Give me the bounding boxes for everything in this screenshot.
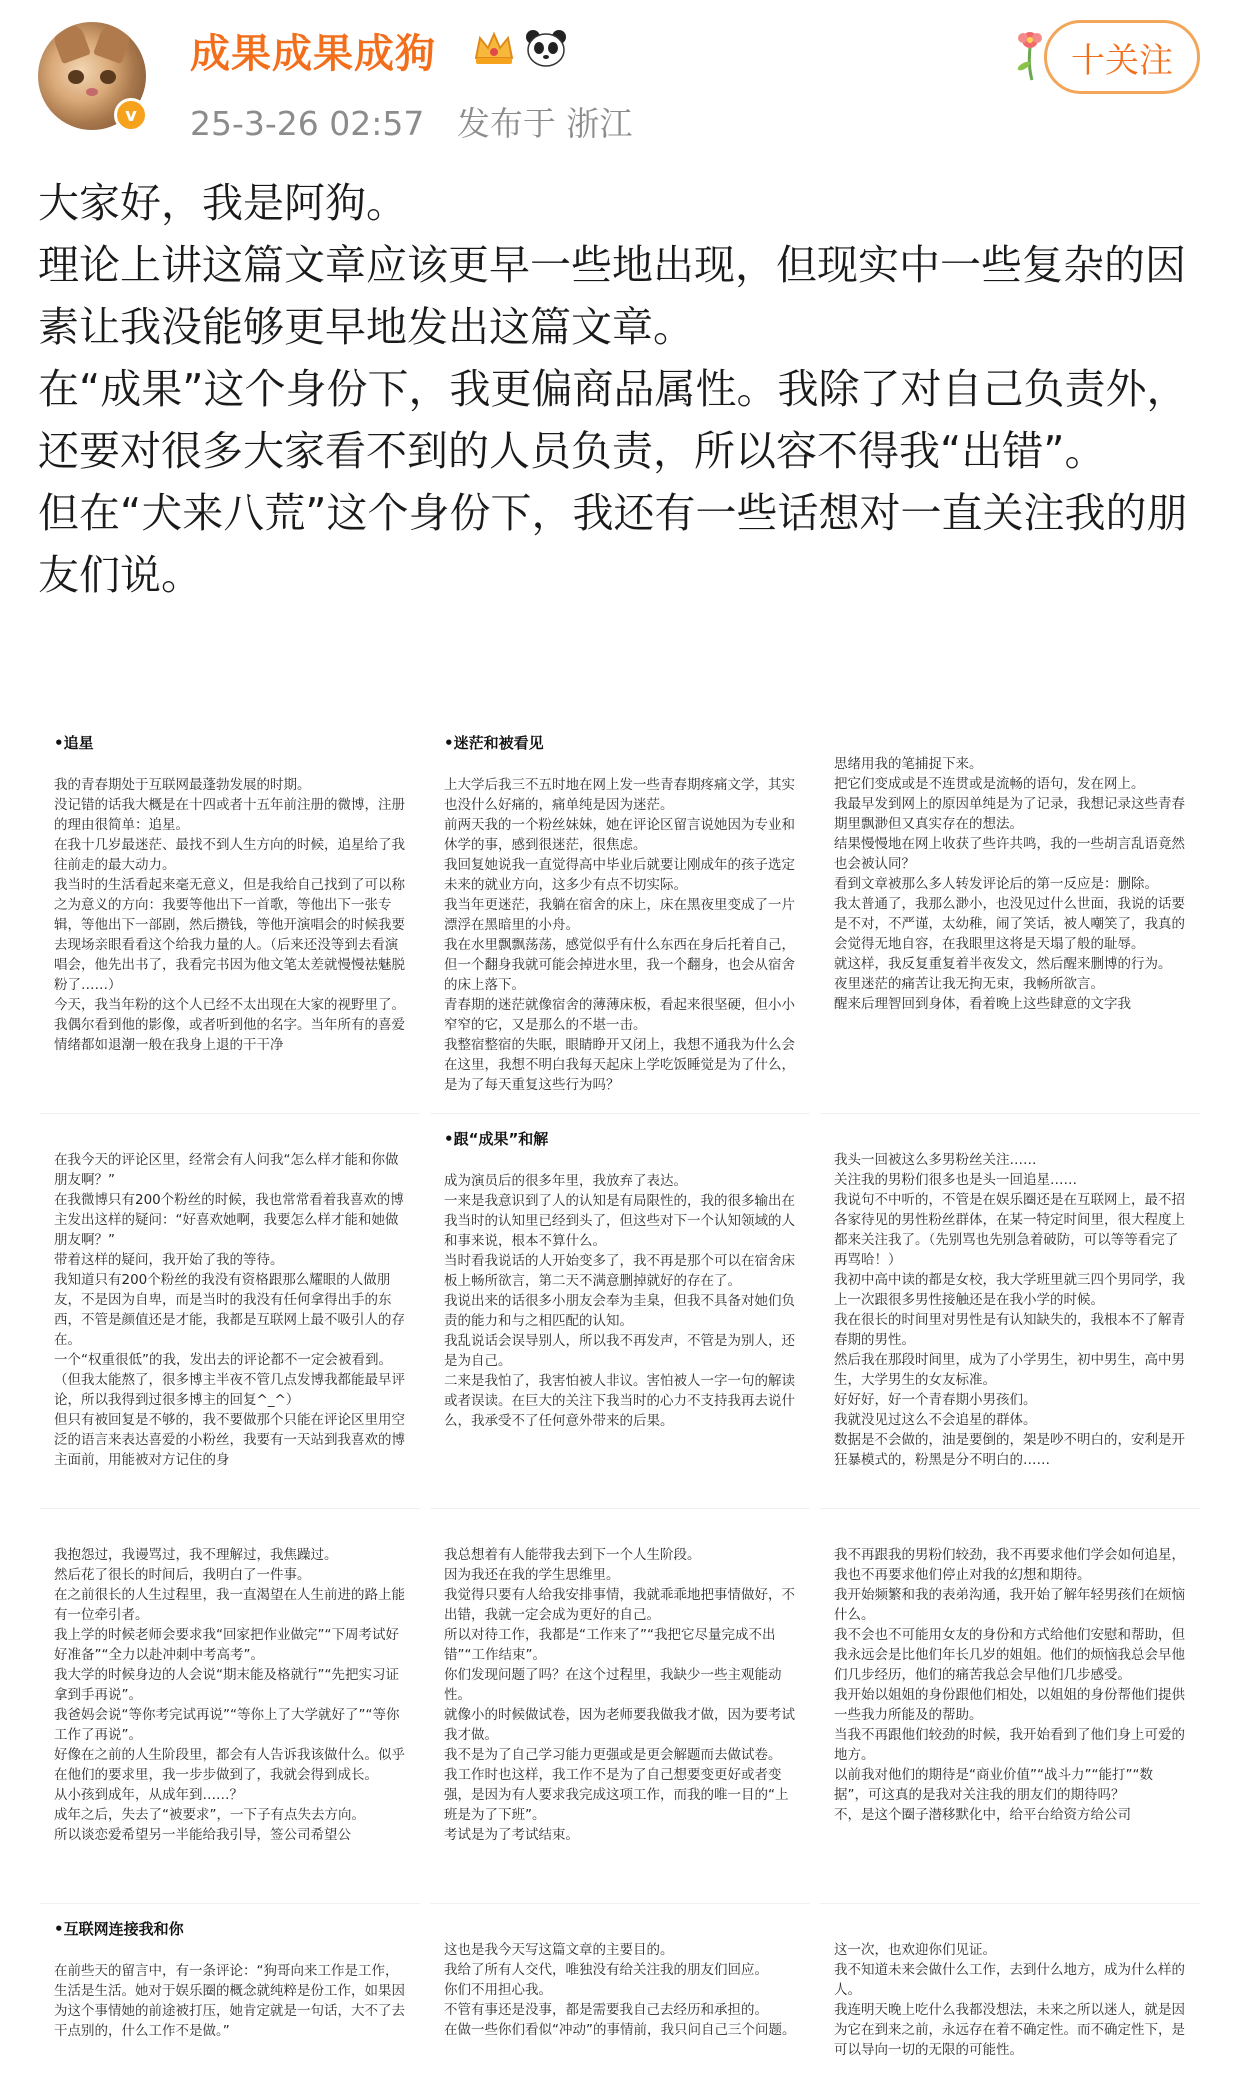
post-image[interactable] <box>40 1508 420 1893</box>
panda-icon <box>524 28 568 68</box>
image-heading: •跟“成果”和解 <box>444 1130 549 1148</box>
post-image[interactable] <box>820 1113 1200 1498</box>
image-text: 上大学后我三不五时地在网上发一些青春期疼痛文学，其实也没什么好痛的，痛单纯是因为迷茫。 前两天我的一个粉丝妹妹，她在评论区留言说她因为专业和休学的事，感到很迷茫，很焦虑。 我回复她说我一直觉得高中毕业后就要让刚成年的孩子选定未来的就业方向，这多少有点不切实际。 我当年更迷茫，我躺在宿舍的床上，床在黑夜里变成了一片漂浮在黑暗里的小舟。 我在水里飘飘荡荡，感觉似乎有什么东西在身后托着自己，但一个翻身我就可能会掉进水里，我一个翻身，也会从宿舍的床上落下。 青春期的迷茫就像宿舍的薄薄床板，看起来很坚硬，但小小窄窄的它，又是那么的不堪一击。 我整宿整宿的失眠，眼睛睁开又闭上，我想不通我为什么会在这里，我想不明白我每天起床上学吃饭睡觉是为了什么，是为了每天重复这些行为吗？ <box>444 777 795 1093</box>
post-header <box>0 0 1236 160</box>
post-paragraph: 大家好，我是阿狗。 <box>38 179 407 227</box>
post-timestamp: 25-3-26 02:57 <box>190 104 425 143</box>
post-paragraph: 但在“犬来八荒”这个身份下，我还有一些话想对一直关注我的朋友们说。 <box>38 489 1188 599</box>
avatar[interactable] <box>38 22 146 130</box>
image-text: 这一次，也欢迎你们见证。 我不知道未来会做什么工作，去到什么地方，成为什么样的人。 我连明天晚上吃什么我都没想法，未来之所以迷人，就是因为它在到来之前，永远存在着不确定性。而不确定性下，是可以导向一切的无限的可能性。 <box>834 1942 1185 2058</box>
post-image[interactable] <box>430 718 810 1103</box>
image-text: 我头一回被这么多男粉丝关注…… 关注我的男粉们很多也是头一回追星…… 我说句不中听的，不管是在娱乐圈还是在互联网上，最不招各家待见的男性粉丝群体，在某一特定时间里，很大程度上都来关注我了。（先别骂也先别急着破防，可以等等看完了再骂哈！） 我初中高中读的都是女校，我大学班里就三四个男同学，我上一次跟很多男性接触还是在我小学的时候。 我在很长的时间里对男性是有认知缺失的，我根本不了解青春期的男性。 然后我在那段时间里，成为了小学男生，初中男生，高中男生，大学男生的女友标准。 好好好，好一个青春期小男孩们。 我就没见过这么不会追星的群体。 数据是不会做的，油是要倒的，架是吵不明白的，安利是开狂暴模式的，粉黑是分不明白的…… <box>834 1152 1185 1468</box>
image-text: 在前些天的留言中，有一条评论：“狗哥向来工作是工作，生活是生活。她对于娱乐圈的概念就纯粹是份工作，如果因为这个事情她的前途被打压，她肯定就是一句话，大不了去干点别的，什么工作不是做。” <box>54 1963 405 2039</box>
crown-icon <box>472 28 516 68</box>
image-text: 我的青春期处于互联网最蓬勃发展的时期。 没记错的话我大概是在十四或者十五年前注册的微博，注册的理由很简单：追星。 在我十几岁最迷茫、最找不到人生方向的时候，追星给了我往前走的最大动力。 我当时的生活看起来毫无意义，但是我给自己找到了可以称之为意义的方向：我要等他出下一首歌，等他出下一张专辑，等他出下一部剧，然后攒钱，等他开演唱会的时候我要去现场亲眼看看这个给我力量的人。（后来还没等到去看演唱会，他先出书了，我看完书因为他文笔太差就慢慢祛魅脱粉了……） 今天，我当年粉的这个人已经不太出现在大家的视野里了。 我偶尔看到他的影像，或者听到他的名字。当年所有的喜爱情绪都如退潮一般在我身上退的干干净 <box>54 777 405 1053</box>
image-text: 思绪用我的笔捕捉下来。 把它们变成或是不连贯或是流畅的语句，发在网上。 我最早发到网上的原因单纯是为了记录，我想记录这些青春期里飘渺但又真实存在的想法。 结果慢慢地在网上收获了些许共鸣，我的一些胡言乱语竟然也会被认同？ 看到文章被那么多人转发评论后的第一反应是：删除。 我太普通了，我那么渺小，也没见过什么世面，我说的话要是不对，不严谨，太幼稚，闹了笑话，被人嘲笑了，我真的会觉得无地自容，在我眼里这将是天塌了般的耻辱。 就这样，我反复重复着半夜发文，然后醒来删博的行为。 夜里迷茫的痛苦让我无拘无束，我畅所欲言。 醒来后理智回到身体，看着晚上这些肆意的文字我 <box>834 756 1185 1012</box>
post-image[interactable] <box>820 718 1200 1103</box>
image-heading: •迷茫和被看见 <box>444 734 544 752</box>
post-location: 发布于 浙江 <box>456 104 633 143</box>
verified-badge-icon: v <box>114 98 148 132</box>
follow-button[interactable]: 十关注 <box>1044 20 1200 94</box>
image-text: 我总想着有人能带我去到下一个人生阶段。 因为我还在我的学生思维里。 我觉得只要有人给我安排事情，我就乖乖地把事情做好，不出错，我就一定会成为更好的自己。 所以对待工作，我都是“工作来了”“我把它尽量完成不出错”“工作结束”。 你们发现问题了吗？在这个过程里，我缺少一些主观能动性。 就像小的时候做试卷，因为老师要我做我才做，因为要考试我才做。 我不是为了自己学习能力更强或是更会解题而去做试卷。 我工作时也这样，我工作不是为了自己想要变更好或者变强，是因为有人要求我完成这项工作，而我的唯一目的“上班是为了下班”。 考试是为了考试结束。 <box>444 1547 795 1843</box>
post-image[interactable] <box>430 1508 810 1893</box>
image-text: 在我今天的评论区里，经常会有人问我“怎么样才能和你做朋友啊？” 在我微博只有200个粉丝的时候，我也常常看着我喜欢的博主发出这样的疑问：“好喜欢她啊，我要怎么样才能和她做朋友啊？” 带着这样的疑问，我开始了我的等待。 我知道只有200个粉丝的我没有资格跟那么耀眼的人做朋友，不是因为自卑，而是当时的我没有任何拿得出手的东西，不管是颜值还是才能，我都是互联网上最不吸引人的存在。 一个“权重很低”的我，发出去的评论都不一定会被看到。 （但我太能熬了，很多博主半夜不管几点发博我都能最早评论，所以我得到过很多博主的回复^_^） 但只有被回复是不够的，我不要做那个只能在评论区里用空泛的语言来表达喜爱的小粉丝，我要有一天站到我喜欢的博主面前，用能被对方记住的身 <box>54 1152 405 1468</box>
post-image[interactable] <box>820 1508 1200 1893</box>
post-image[interactable] <box>430 1903 810 2086</box>
post-paragraph: 在“成果”这个身份下，我更偏商品属性。我除了对自己负责外，还要对很多大家看不到的人员负责，所以容不得我“出错”。 <box>38 365 1188 475</box>
post-image[interactable] <box>40 1903 420 2086</box>
image-text: 成为演员后的很多年里，我放弃了表达。 一来是我意识到了人的认知是有局限性的，我的很多输出在我当时的认知里已经到头了，但这些对下一个认知领域的人和事来说，根本不算什么。 当时看我说话的人开始变多了，我不再是那个可以在宿舍床板上畅所欲言，第二天不满意删掉就好的存在了。 我说出来的话很多小朋友会奉为圭臬，但我不具备对她们负责的能力和与之相匹配的认知。 我乱说话会误导别人，所以我不再发声，不管是为别人，还是为自己。 二来是我怕了，我害怕被人非议。害怕被人一字一句的解读或者误读。在巨大的关注下我当时的心力不支持我再去说什么，我承受不了任何意外带来的后果。 <box>444 1173 795 1429</box>
username[interactable]: 成果成果成狗 <box>190 31 436 77</box>
image-heading: •追星 <box>54 734 94 752</box>
post-image[interactable] <box>820 1903 1200 2086</box>
image-heading: •互联网连接我和你 <box>54 1920 184 1938</box>
image-text: 这也是我今天写这篇文章的主要目的。 我给了所有人交代，唯独没有给关注我的朋友们回应。 你们不用担心我。 不管有事还是没事，都是需要我自己去经历和承担的。 在做一些你们看似“冲动”的事情前，我只问自己三个问题。 <box>444 1942 796 2038</box>
image-text: 我抱怨过，我谩骂过，我不理解过，我焦躁过。 然后花了很长的时间后，我明白了一件事。 在之前很长的人生过程里，我一直渴望在人生前进的路上能有一位牵引者。 我上学的时候老师会要求我“回家把作业做完”“下周考试好好准备”“全力以赴冲刺中考高考”。 我大学的时候身边的人会说“期末能及格就行”“先把实习证拿到手再说”。 我爸妈会说“等你考完试再说”“等你上了大学就好了”“等你工作了再说”。 好像在之前的人生阶段里，都会有人告诉我该做什么。似乎在他们的要求里，我一步步做到了，我就会得到成长。 从小孩到成年，从成年到……？ 成年之后，失去了“被要求”，一下子有点失去方向。 所以谈恋爱希望另一半能给我引导，签公司希望公 <box>54 1547 405 1843</box>
post-meta <box>190 98 654 145</box>
post-image[interactable] <box>40 718 420 1103</box>
post-image[interactable] <box>430 1113 810 1498</box>
image-text: 我不再跟我的男粉们较劲，我不再要求他们学会如何追星，我也不再要求他们停止对我的幻想和期待。 我开始频繁和我的表弟沟通，我开始了解年轻男孩们在烦恼什么。 我不会也不可能用女友的身份和方式给他们安慰和帮助，但我永远会是比他们年长几岁的姐姐。他们的烦恼我总会早他们几步经历，他们的痛苦我总会早他们几步感受。 我开始以姐姐的身份跟他们相处，以姐姐的身份帮他们提供一些我力所能及的帮助。 当我不再跟他们较劲的时候，我开始看到了他们身上可爱的地方。 以前我对他们的期待是“商业价值”“战斗力”“能打”“数据”，可这真的是我对关注我的朋友们的期待吗？ 不，是这个圈子潜移默化中，给平台给资方给公司 <box>834 1547 1185 1823</box>
post-body <box>38 172 1208 606</box>
post-paragraph: 理论上讲这篇文章应该更早一些地出现，但现实中一些复杂的因素让我没能够更早地发出这篇文章。 <box>38 241 1186 351</box>
post-image[interactable] <box>40 1113 420 1498</box>
image-grid <box>40 718 1200 2086</box>
